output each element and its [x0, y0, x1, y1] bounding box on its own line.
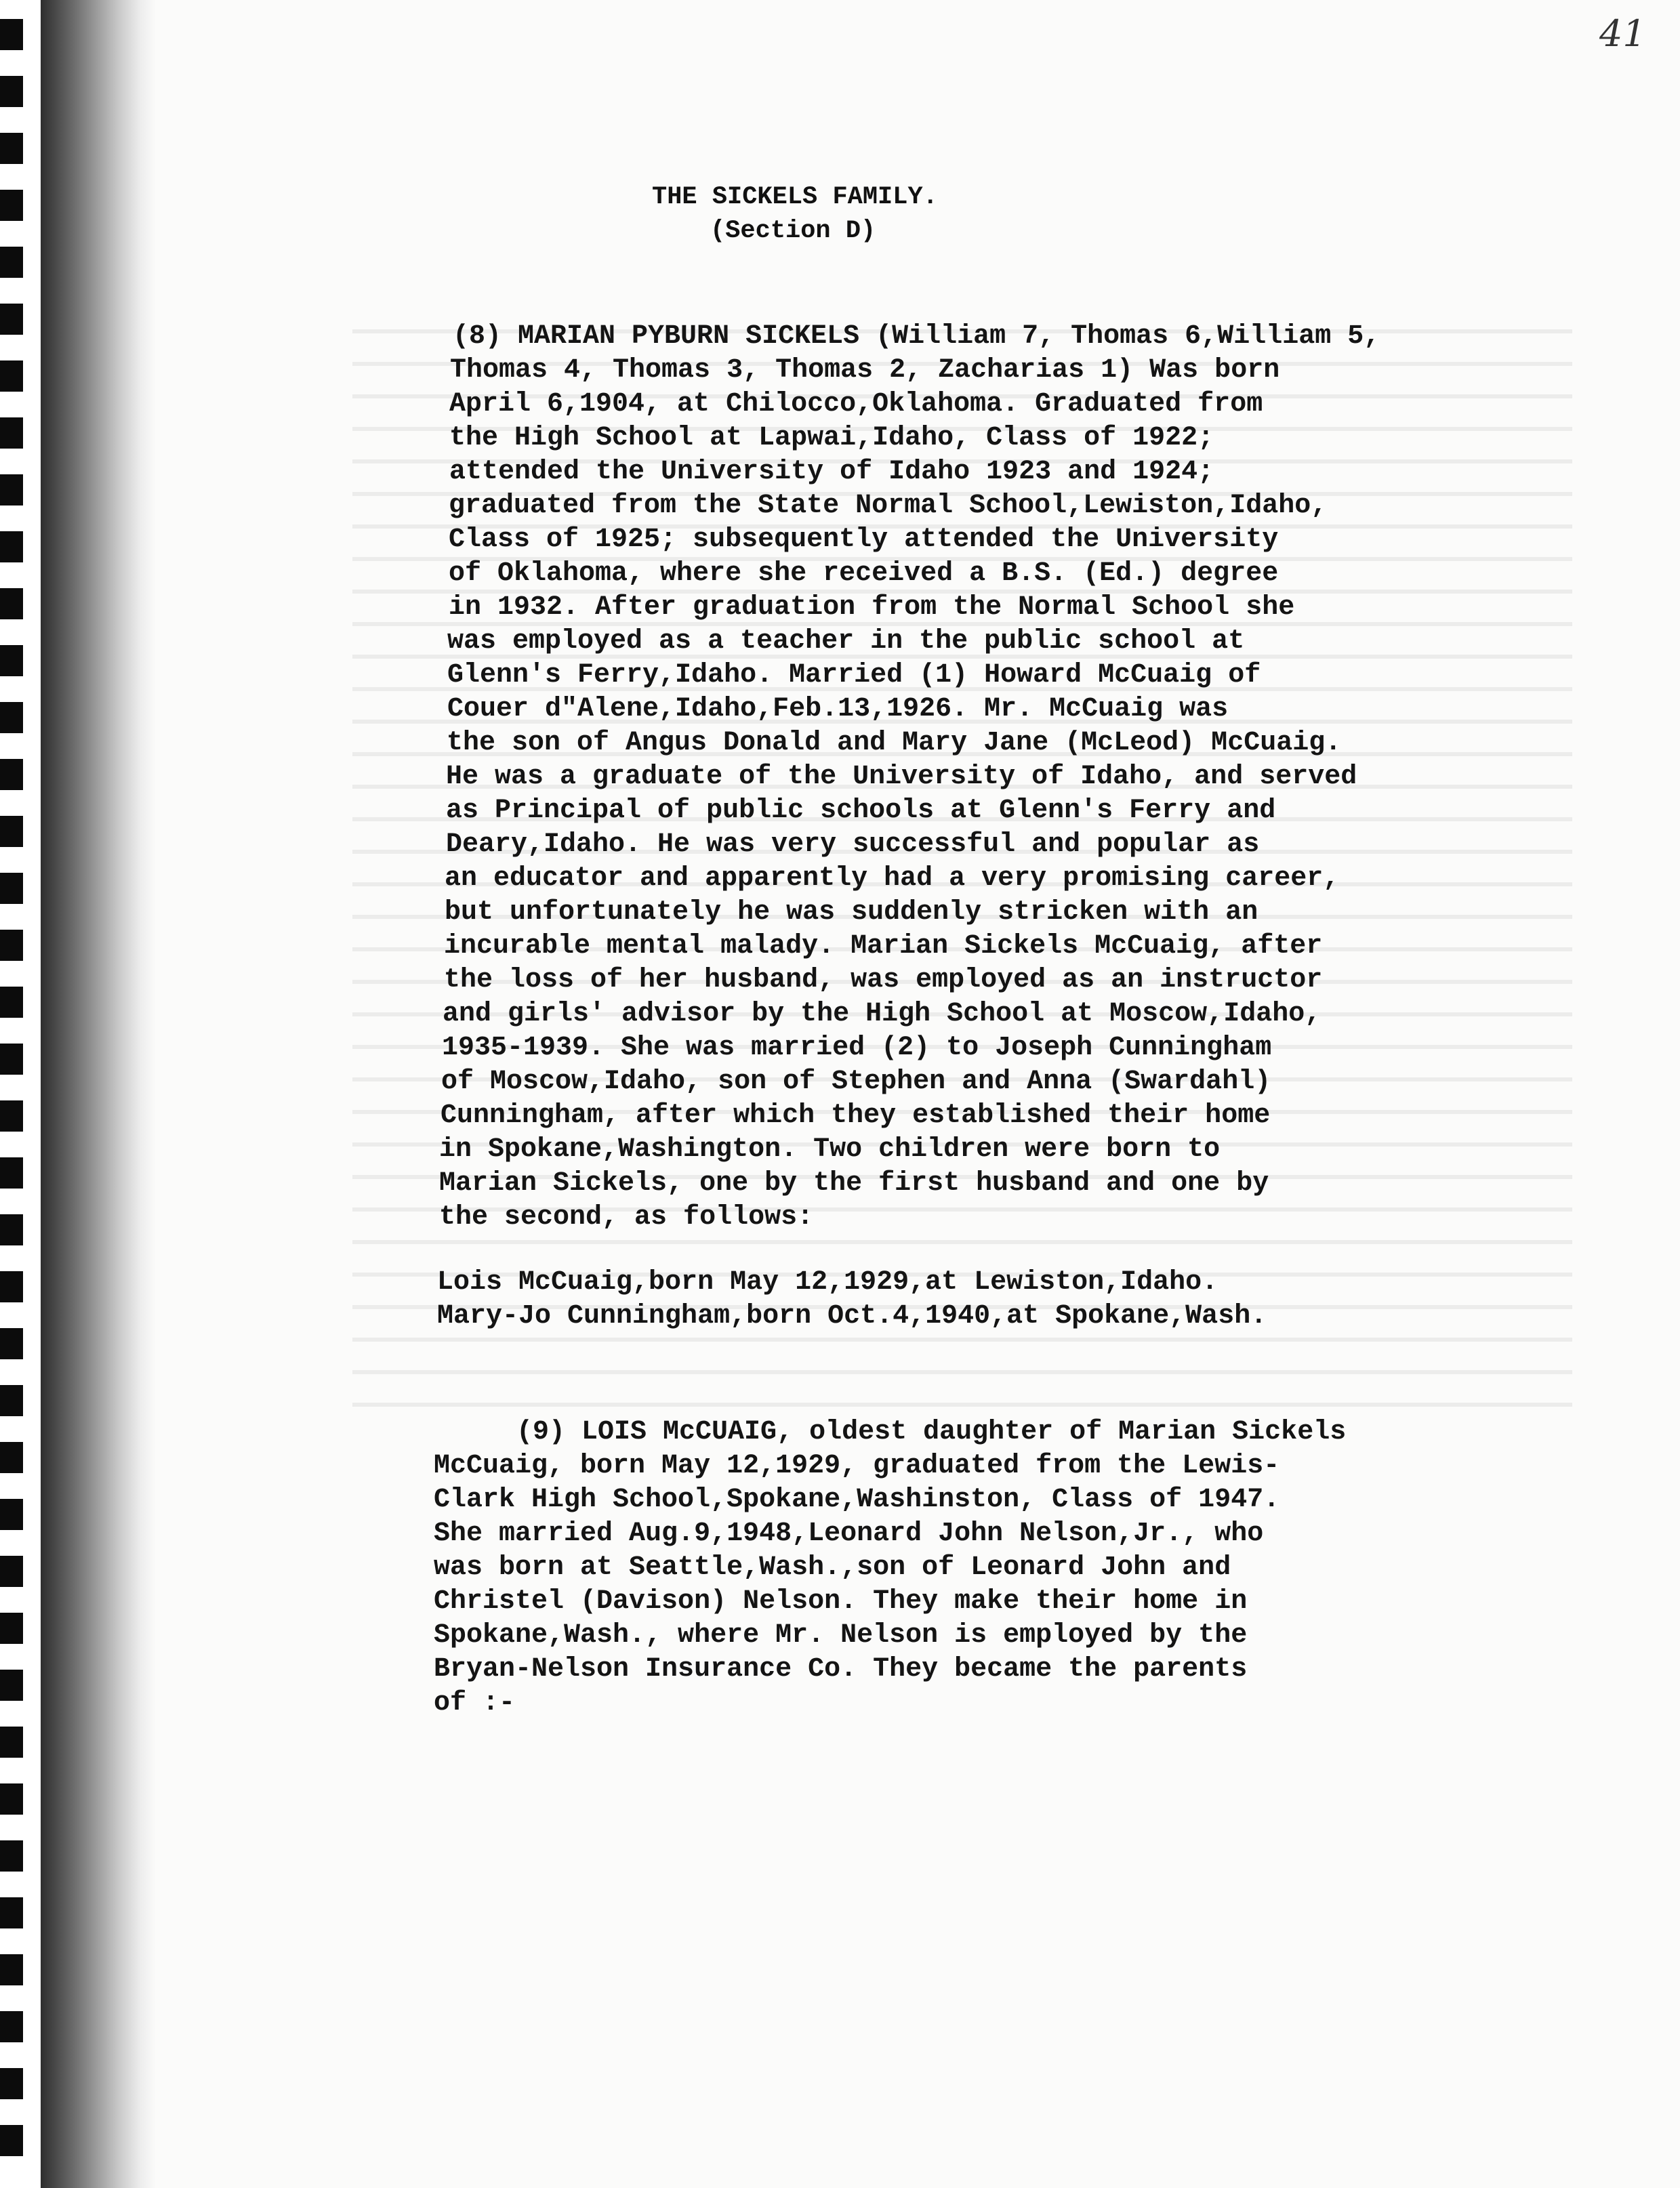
binding-hole	[0, 417, 23, 449]
binding-hole	[0, 2068, 23, 2099]
text-line: Couer d"Alene,Idaho,Feb.13,1926. Mr. McCuaig was	[447, 694, 1229, 724]
binding-hole	[0, 190, 23, 221]
binding-hole	[0, 304, 23, 335]
spiral-binding	[0, 0, 41, 2188]
binding-hole	[0, 1328, 23, 1359]
binding-hole	[0, 1556, 23, 1587]
binding-hole	[0, 1271, 23, 1302]
binding-hole	[0, 1385, 23, 1416]
binding-hole	[0, 588, 23, 619]
text-line: Cunningham, after which they established their home	[441, 1100, 1271, 1131]
text-line: graduated from the State Normal School,Lewiston,Idaho,	[449, 491, 1328, 521]
binding-hole	[0, 816, 23, 847]
text-line: the second, as follows:	[439, 1202, 814, 1233]
text-line: Glenn's Ferry,Idaho. Married (1) Howard McCuaig of	[447, 660, 1261, 690]
binding-hole	[0, 2011, 23, 2042]
text-line: of Oklahoma, where she received a B.S. (Ed.) degree	[449, 558, 1279, 589]
text-line: was born at Seattle,Wash.,son of Leonard John and	[434, 1552, 1231, 1583]
binding-hole	[0, 1044, 23, 1075]
text-line: as Principal of public schools at Glenn's Ferry and	[446, 796, 1276, 826]
text-line: of :-	[434, 1688, 516, 1718]
binding-hole	[0, 1499, 23, 1530]
binding-hole	[0, 1783, 23, 1815]
binding-hole	[0, 474, 23, 505]
binding-hole	[0, 1157, 23, 1189]
binding-hole	[0, 645, 23, 676]
text-line: in 1932. After graduation from the Normal School she	[449, 592, 1295, 623]
text-line: was employed as a teacher in the public school at	[447, 626, 1245, 657]
text-line: April 6,1904, at Chilocco,Oklahoma. Graduated from	[449, 389, 1263, 419]
text-line: and girls' advisor by the High School at Moscow,Idaho,	[443, 999, 1322, 1029]
binding-hole	[0, 76, 23, 107]
document-title: THE SICKELS FAMILY.	[652, 183, 938, 211]
text-line: (8) MARIAN PYBURN SICKELS (William 7, Thomas 6,William 5,	[453, 321, 1380, 352]
text-line: Thomas 4, Thomas 3, Thomas 2, Zacharias 1) Was born	[450, 355, 1280, 386]
document-subtitle: (Section D)	[710, 217, 876, 245]
text-line: (9) LOIS McCUAIG, oldest daughter of Marian Sickels	[516, 1417, 1347, 1447]
binding-shadow	[41, 0, 156, 2188]
binding-hole	[0, 360, 23, 392]
text-line: Christel (Davison) Nelson. They make their home in	[434, 1586, 1248, 1617]
binding-hole	[0, 531, 23, 562]
binding-hole	[0, 247, 23, 278]
text-line: Deary,Idaho. He was very successful and popular as	[446, 829, 1260, 860]
binding-hole	[0, 702, 23, 733]
binding-hole	[0, 1442, 23, 1473]
text-line: attended the University of Idaho 1923 and 1924;	[449, 457, 1214, 487]
binding-hole	[0, 1613, 23, 1644]
binding-hole	[0, 1214, 23, 1245]
binding-hole	[0, 1897, 23, 1928]
binding-hole	[0, 873, 23, 904]
text-line: in Spokane,Washington. Two children were born to	[439, 1134, 1221, 1165]
page-number: 41	[1599, 12, 1646, 55]
text-line: the son of Angus Donald and Mary Jane (McLeod) McCuaig.	[447, 728, 1342, 758]
binding-hole	[0, 930, 23, 961]
text-line: Class of 1925; subsequently attended the University	[449, 524, 1279, 555]
text-line: the High School at Lapwai,Idaho, Class of 1922;	[449, 423, 1214, 453]
text-line: but unfortunately he was suddenly stricken with an	[445, 897, 1258, 928]
text-line: 1935-1939. She was married (2) to Joseph Cunningham	[442, 1033, 1272, 1063]
binding-hole	[0, 19, 23, 50]
binding-hole	[0, 2125, 23, 2156]
binding-hole	[0, 133, 23, 164]
binding-hole	[0, 987, 23, 1018]
binding-hole	[0, 1954, 23, 1985]
binding-hole	[0, 1840, 23, 1872]
child-entry: Lois McCuaig,born May 12,1929,at Lewiston,Idaho.	[437, 1267, 1218, 1298]
binding-hole	[0, 759, 23, 790]
binding-hole	[0, 1670, 23, 1701]
text-line: of Moscow,Idaho, son of Stephen and Anna (Swardahl)	[441, 1067, 1271, 1097]
text-line: She married Aug.9,1948,Leonard John Nelson,Jr., who	[434, 1519, 1264, 1549]
binding-hole	[0, 1100, 23, 1132]
text-line: Bryan-Nelson Insurance Co. They became the parents	[434, 1654, 1248, 1685]
child-entry: Mary-Jo Cunningham,born Oct.4,1940,at Spokane,Wash.	[437, 1301, 1267, 1332]
text-line: the loss of her husband, was employed as an instructor	[444, 965, 1323, 995]
text-line: McCuaig, born May 12,1929, graduated from the Lewis-	[434, 1451, 1280, 1481]
text-line: an educator and apparently had a very promising career,	[445, 863, 1340, 894]
text-line: Marian Sickels, one by the first husband and one by	[439, 1168, 1269, 1199]
text-line: Spokane,Wash., where Mr. Nelson is employed by the	[434, 1620, 1248, 1651]
text-line: incurable mental malady. Marian Sickels McCuaig, after	[444, 931, 1323, 962]
binding-hole	[0, 1727, 23, 1758]
text-line: He was a graduate of the University of Idaho, and served	[446, 762, 1357, 792]
text-line: Clark High School,Spokane,Washinston, Class of 1947.	[434, 1485, 1280, 1515]
